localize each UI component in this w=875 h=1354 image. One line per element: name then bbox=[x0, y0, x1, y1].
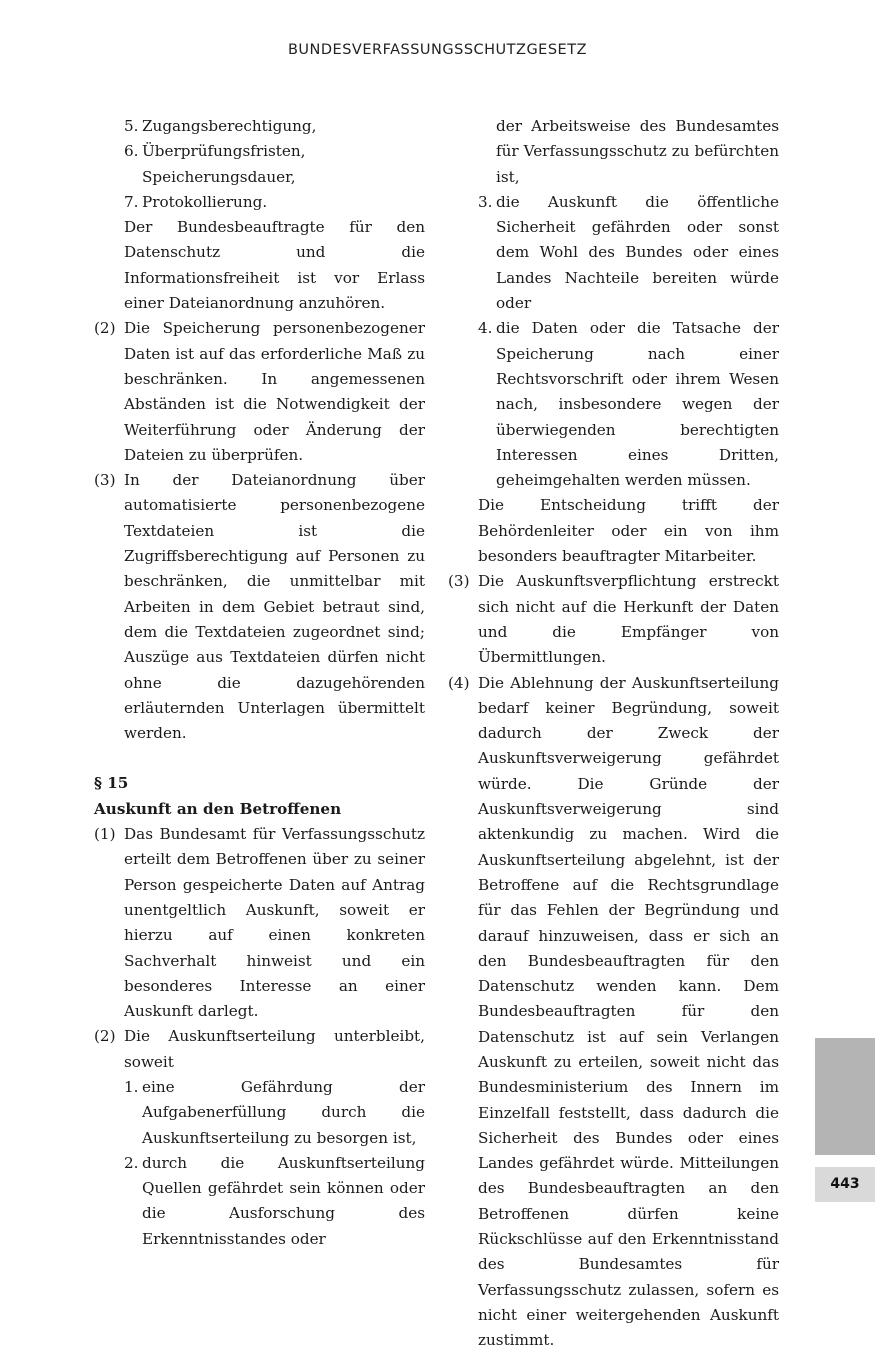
left-column bbox=[94, 114, 425, 1252]
paragraph-text: Das Bundesamt für Verfassungsschutz erteilt dem Betroffenen über zu seiner Person gespeicherte Daten auf Antrag unentgeltlich Auskunft, soweit er hierzu auf einen konkreten Sachverhalt hinweist und ein besonderes Interesse an einer Auskunft darlegt. bbox=[124, 825, 425, 1021]
page-number: 443 bbox=[815, 1167, 875, 1202]
list-item bbox=[478, 190, 779, 316]
list-item-text: Zugangsberechtigung, bbox=[142, 117, 317, 135]
paragraph-number: (1) bbox=[94, 825, 116, 844]
paragraph-number: (3) bbox=[94, 471, 116, 490]
list-item-text: Protokollierung. bbox=[142, 192, 268, 211]
s15-paragraph-2 bbox=[94, 1024, 425, 1075]
list-item-text: Überprüfungsfristen, Speicherungsdauer, bbox=[142, 142, 306, 186]
list-item bbox=[124, 1075, 425, 1151]
paragraph-text: Die Auskunftserteilung unterbleibt, soweit bbox=[124, 1027, 425, 1071]
paragraph-3 bbox=[94, 468, 425, 746]
list-item bbox=[124, 190, 425, 215]
section-title: Auskunft an den Betroffenen bbox=[94, 799, 342, 818]
paragraph-text: Die Speicherung personenbezogener Daten ist auf das erforderliche Maß zu beschränken. In angemessenen Abständen ist die Notwendigkeit der Weiterführung oder Änderung der Dateien zu überprüfen. bbox=[124, 319, 425, 464]
paragraph-number: (2) bbox=[94, 319, 116, 338]
list-item-number: 1. bbox=[124, 1077, 139, 1096]
list-item-text: durch die Auskunftserteilung Quellen gefährdet sein können oder die Ausforschung des Erkenntnisstandes oder bbox=[142, 1153, 425, 1248]
list-item-number: 2. bbox=[124, 1153, 139, 1172]
list-item-text: eine Gefährdung der Aufgabenerfüllung durch die Auskunftserteilung zu besorgen ist, bbox=[142, 1077, 425, 1147]
list-item-number: 4. bbox=[478, 319, 493, 338]
thumb-index-tab bbox=[815, 1038, 875, 1155]
s15-paragraph-4 bbox=[448, 671, 779, 1354]
refusal-list bbox=[124, 1075, 425, 1252]
list-item-continuation: der Arbeitsweise des Bundesamtes für Verfassungsschutz zu befürchten ist, bbox=[496, 117, 779, 186]
paragraph-2 bbox=[94, 316, 425, 468]
paragraph-number: (2) bbox=[94, 1027, 116, 1046]
list-item-number: 6. bbox=[124, 142, 139, 161]
list-item bbox=[124, 114, 425, 139]
refusal-list-continued bbox=[478, 114, 779, 569]
dateianordnung-list bbox=[124, 114, 425, 316]
list-item-text: die Daten oder die Tatsache der Speicherung nach einer Rechtsvorschrift oder ihrem Wesen nach, insbesondere wegen der überwiegenden berechtigten Interessen eines Dritten, geheimgehalten werden müssen. bbox=[496, 319, 779, 490]
paragraph-text: Die Ablehnung der Auskunftserteilung bedarf keiner Begründung, soweit dadurch der Zweck der Auskunftsverweigerung gefährdet würde. Die Gründe der Auskunftsverweigerung sind aktenkundig zu machen. Wird die Auskunftserteilung abgelehnt, ist der Betroffene auf die Rechtsgrundlage für das Fehlen der Begründung und darauf hinzuweisen, dass er sich an den Bundesbeauftragten für den Datenschutz wenden kann. Dem Bundesbeauftragten für den Datenschutz ist auf sein Verlangen Auskunft zu erteilen, soweit nicht das Bundesministerium des Innern im Einzelfall feststellt, dass dadurch die Sicherheit des Bundes oder eines Landes gefährdet würde. Mitteilungen des Bundesbeauftragten an den Betroffenen dürfen keine Rückschlüsse auf den Erkenntnisstand des Bundesamtes für Verfassungsschutz zulassen, sofern es nicht einer weitergehenden Auskunft zustimmt. bbox=[478, 673, 779, 1350]
paragraph-text: In der Dateianordnung über automatisierte personenbezogene Textdateien ist die Zugriffsberechtigung auf Personen zu beschränken, die unmittelbar mit Arbeiten in dem Gebiet betraut sind, dem die Textdateien zugeordnet sind; Auszüge aus Textdateien dürfen nicht ohne die dazugehörenden erläuternden Unterlagen übermittelt werden. bbox=[124, 471, 425, 743]
list-item-number: 5. bbox=[124, 117, 139, 135]
right-column bbox=[448, 114, 779, 1354]
hearing-paragraph: Der Bundesbeauftragte für den Datenschutz und die Informationsfreiheit ist vor Erlass einer Dateianordnung anzuhören. bbox=[124, 218, 425, 313]
running-header: BUNDESVERFASSUNGSSCHUTZGESETZ bbox=[287, 42, 588, 58]
list-item-text: die Auskunft die öffentliche Sicherheit gefährden oder sonst dem Wohl des Bundes oder eines Landes Nachteile bereiten würde oder bbox=[496, 192, 779, 313]
s15-paragraph-1 bbox=[94, 822, 425, 1024]
paragraph-number: (3) bbox=[448, 572, 470, 591]
list-item-number: 7. bbox=[124, 192, 139, 211]
decision-paragraph: Die Entscheidung trifft der Behördenleiter oder ein von ihm besonders beauftragter Mitarbeiter. bbox=[478, 496, 779, 566]
list-item bbox=[478, 316, 779, 493]
list-item-number: 3. bbox=[478, 192, 493, 211]
list-item bbox=[124, 1151, 425, 1252]
list-item bbox=[124, 139, 425, 190]
section-number: § 15 bbox=[94, 774, 129, 793]
s15-paragraph-3 bbox=[448, 569, 779, 670]
paragraph-number: (4) bbox=[448, 673, 470, 692]
paragraph-text: Die Auskunftsverpflichtung erstreckt sich nicht auf die Herkunft der Daten und die Empfänger von Übermittlungen. bbox=[478, 572, 779, 667]
